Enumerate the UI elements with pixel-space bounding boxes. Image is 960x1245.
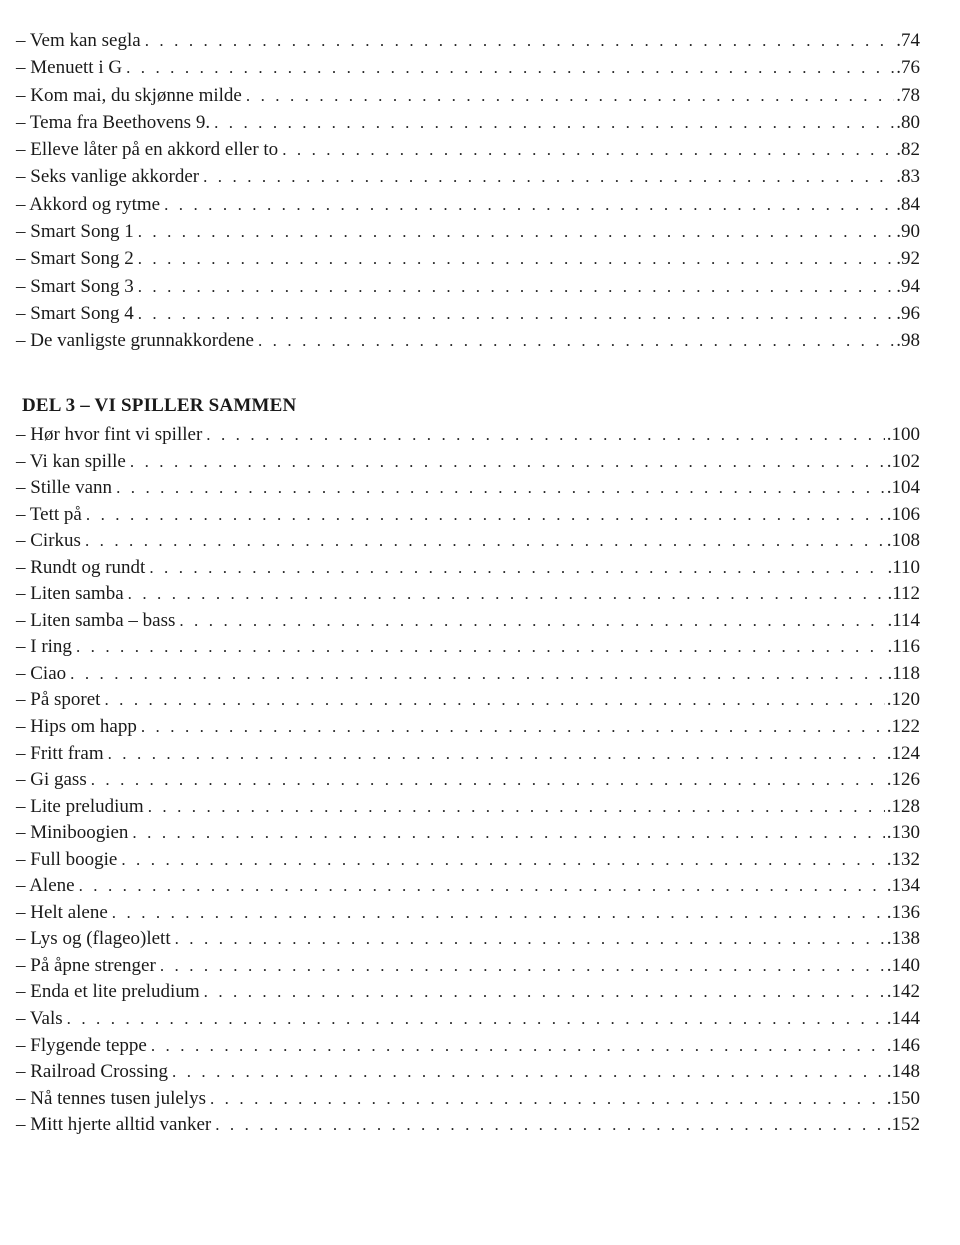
dot-leader <box>138 300 895 327</box>
toc-entry-page: .146 <box>886 1034 920 1056</box>
toc-entry-title: – Vals <box>16 1008 63 1030</box>
toc-entry-title: – Cirkus <box>16 530 81 552</box>
toc-entry-title: – Seks vanlige akkorder <box>16 166 200 188</box>
toc-entry-title: – Lys og (flageo)lett <box>16 928 171 950</box>
toc-entry-page: .102 <box>886 450 920 472</box>
toc-entry-title: – Fritt fram <box>16 742 104 764</box>
dot-leader <box>121 847 884 873</box>
dot-leader <box>214 109 894 136</box>
toc-entry <box>16 163 920 190</box>
toc-entry-title: – På sporet <box>16 689 101 711</box>
toc-entry <box>16 528 920 555</box>
toc-entry <box>16 109 920 136</box>
toc-entry-title: – Hør hvor fint vi spiller <box>16 424 203 445</box>
toc-entry-page: .130 <box>886 822 920 844</box>
dot-leader <box>179 608 885 634</box>
dot-leader <box>164 191 894 218</box>
toc-entry-title: – Rundt og rundt <box>16 556 146 578</box>
dot-leader <box>141 714 885 740</box>
toc-entry-page: .92 <box>896 248 920 270</box>
toc-entry <box>16 327 920 354</box>
toc-entry-page: .90 <box>896 221 920 243</box>
toc-entry <box>16 1086 920 1113</box>
dot-leader <box>126 54 894 81</box>
toc-entry-title: – Flygende teppe <box>16 1034 147 1056</box>
dot-leader <box>175 926 885 952</box>
toc-entry <box>16 422 920 449</box>
toc-entry-page: .144 <box>886 1008 920 1030</box>
toc-entry <box>16 555 920 582</box>
toc-entry-title: – Smart Song 3 <box>16 275 134 297</box>
toc-entry <box>16 191 920 218</box>
toc-entry-page: .140 <box>886 954 920 976</box>
toc-entry-page: .80 <box>896 111 920 133</box>
toc-entry <box>16 475 920 502</box>
toc-entry-title: – Liten samba <box>16 583 124 605</box>
toc-entry <box>16 82 920 109</box>
dot-leader <box>258 327 894 354</box>
dot-leader <box>210 1086 885 1112</box>
dot-leader <box>116 475 885 501</box>
toc-entry <box>16 1059 920 1086</box>
toc-entry-title: – Full boogie <box>16 848 118 870</box>
toc-entry <box>16 926 920 953</box>
toc-entry-page: .148 <box>886 1061 920 1083</box>
toc-entry-title: – I ring <box>16 636 72 658</box>
toc-entry <box>16 979 920 1006</box>
dot-leader <box>215 1112 885 1138</box>
toc-entry-page: .83 <box>896 166 920 188</box>
toc-entry <box>16 54 920 81</box>
toc-entry-title: – Vi kan spille <box>16 450 126 472</box>
toc-entry-page: .138 <box>886 928 920 950</box>
toc-entry-page: .118 <box>887 662 920 684</box>
toc-entry-title: – Stille vann <box>16 477 113 499</box>
toc-entry-title: – Gi gass <box>16 769 87 791</box>
dot-leader <box>86 502 885 528</box>
toc-entry-page: .124 <box>886 742 920 764</box>
toc-entry-page: .110 <box>887 556 920 578</box>
toc-list-part-2 <box>16 27 920 355</box>
dot-leader <box>138 218 895 245</box>
toc-entry-page: .136 <box>886 901 920 923</box>
toc-entry-title: – De vanligste grunnakkordene <box>16 330 254 352</box>
dot-leader <box>149 555 885 581</box>
toc-entry-page: .78 <box>896 84 920 106</box>
dot-leader <box>160 953 885 979</box>
toc-entry-page: .116 <box>887 636 920 658</box>
toc-entry-title: – Smart Song 1 <box>16 221 134 243</box>
dot-leader <box>67 1006 885 1032</box>
toc-entry <box>16 794 920 821</box>
toc-entry-page: .96 <box>896 302 920 324</box>
toc-entry-page: .108 <box>886 530 920 552</box>
toc-entry-title: – Tema fra Beethovens 9. <box>16 111 211 133</box>
section-heading: DEL 3 – VI SPILLER SAMMEN <box>22 395 297 416</box>
toc-entry <box>16 273 920 300</box>
toc-entry <box>16 218 920 245</box>
dot-leader <box>91 767 885 793</box>
dot-leader <box>203 163 894 190</box>
toc-entry-title: – Liten samba – bass <box>16 609 176 631</box>
toc-entry <box>16 714 920 741</box>
toc-entry <box>16 634 920 661</box>
toc-entry-page: .122 <box>886 716 920 738</box>
toc-entry-title: – Helt alene <box>16 901 108 923</box>
toc-entry-title: – Railroad Crossing <box>16 1061 168 1083</box>
toc-entry-title: – Kom mai, du skjønne milde <box>16 84 242 106</box>
toc-entry-page: .74 <box>896 30 920 51</box>
dot-leader <box>128 581 886 607</box>
toc-entry-page: .104 <box>886 477 920 499</box>
toc-entry-page: .112 <box>887 583 920 605</box>
toc-entry <box>16 1112 920 1139</box>
toc-entry-page: .100 <box>886 424 920 445</box>
toc-entry-page: .98 <box>896 330 920 352</box>
toc-entry-title: – Smart Song 2 <box>16 248 134 270</box>
toc-entry-page: .106 <box>886 503 920 525</box>
toc-entry-page: .114 <box>887 609 920 631</box>
toc-entry <box>16 687 920 714</box>
toc-entry-title: – Menuett i G <box>16 57 123 79</box>
toc-entry-title: – Akkord og rytme <box>16 193 161 215</box>
dot-leader <box>282 136 894 163</box>
dot-leader <box>76 634 886 660</box>
toc-entry <box>16 953 920 980</box>
toc-entry <box>16 847 920 874</box>
toc-entry <box>16 1033 920 1060</box>
toc-entry-title: – Enda et lite preludium <box>16 981 200 1003</box>
dot-leader <box>145 27 895 54</box>
dot-leader <box>138 273 895 300</box>
toc-entry-page: .126 <box>886 769 920 791</box>
toc-entry-page: .152 <box>886 1114 920 1136</box>
toc-entry-page: .132 <box>886 848 920 870</box>
dot-leader <box>172 1059 885 1085</box>
toc-entry-title: – Miniboogien <box>16 822 129 844</box>
toc-entry-title: – Mitt hjerte alltid vanker <box>16 1114 212 1136</box>
toc-entry-title: – Hips om happ <box>16 716 137 738</box>
toc-entry-title: – Vem kan segla <box>16 30 141 51</box>
toc-entry-page: .142 <box>886 981 920 1003</box>
toc-entry <box>16 136 920 163</box>
dot-leader <box>138 245 895 272</box>
toc-entry <box>16 502 920 529</box>
toc-entry-page: .134 <box>886 875 920 897</box>
toc-entry <box>16 245 920 272</box>
toc-entry-page: .150 <box>886 1087 920 1109</box>
dot-leader <box>85 528 885 554</box>
toc-entry-page: .120 <box>886 689 920 711</box>
dot-leader <box>206 422 884 448</box>
toc-entry-title: – På åpne strenger <box>16 954 156 976</box>
dot-leader <box>132 820 884 846</box>
toc-entry-page: .128 <box>886 795 920 817</box>
dot-leader <box>112 900 885 926</box>
toc-entry-page: .82 <box>896 139 920 161</box>
toc-entry <box>16 300 920 327</box>
toc-entry <box>16 767 920 794</box>
dot-leader <box>104 687 884 713</box>
toc-entry-title: – Ciao <box>16 662 67 684</box>
toc-entry-title: – Nå tennes tusen julelys <box>16 1087 206 1109</box>
toc-entry <box>16 27 920 54</box>
toc-entry <box>16 873 920 900</box>
toc-entry <box>16 608 920 635</box>
toc-entry-title: – Smart Song 4 <box>16 302 134 324</box>
toc-entry-page: .84 <box>896 193 920 215</box>
toc-entry <box>16 820 920 847</box>
toc-entry-title: – Tett på <box>16 503 82 525</box>
toc-entry <box>16 900 920 927</box>
toc-entry <box>16 661 920 688</box>
toc-list-part-3 <box>16 422 920 1139</box>
dot-leader <box>130 449 885 475</box>
dot-leader <box>79 873 885 899</box>
dot-leader <box>151 1033 885 1059</box>
toc-entry <box>16 741 920 768</box>
dot-leader <box>70 661 885 687</box>
toc-entry-title: – Alene <box>16 875 75 897</box>
toc-entry-page: .76 <box>896 57 920 79</box>
toc-entry <box>16 581 920 608</box>
dot-leader <box>204 979 885 1005</box>
dot-leader <box>108 741 885 767</box>
toc-entry <box>16 449 920 476</box>
toc-entry-title: – Lite preludium <box>16 795 144 817</box>
dot-leader <box>148 794 885 820</box>
toc-entry-page: .94 <box>896 275 920 297</box>
dot-leader <box>246 82 894 109</box>
toc-entry-title: – Elleve låter på en akkord eller to <box>16 139 279 161</box>
toc-entry <box>16 1006 920 1033</box>
